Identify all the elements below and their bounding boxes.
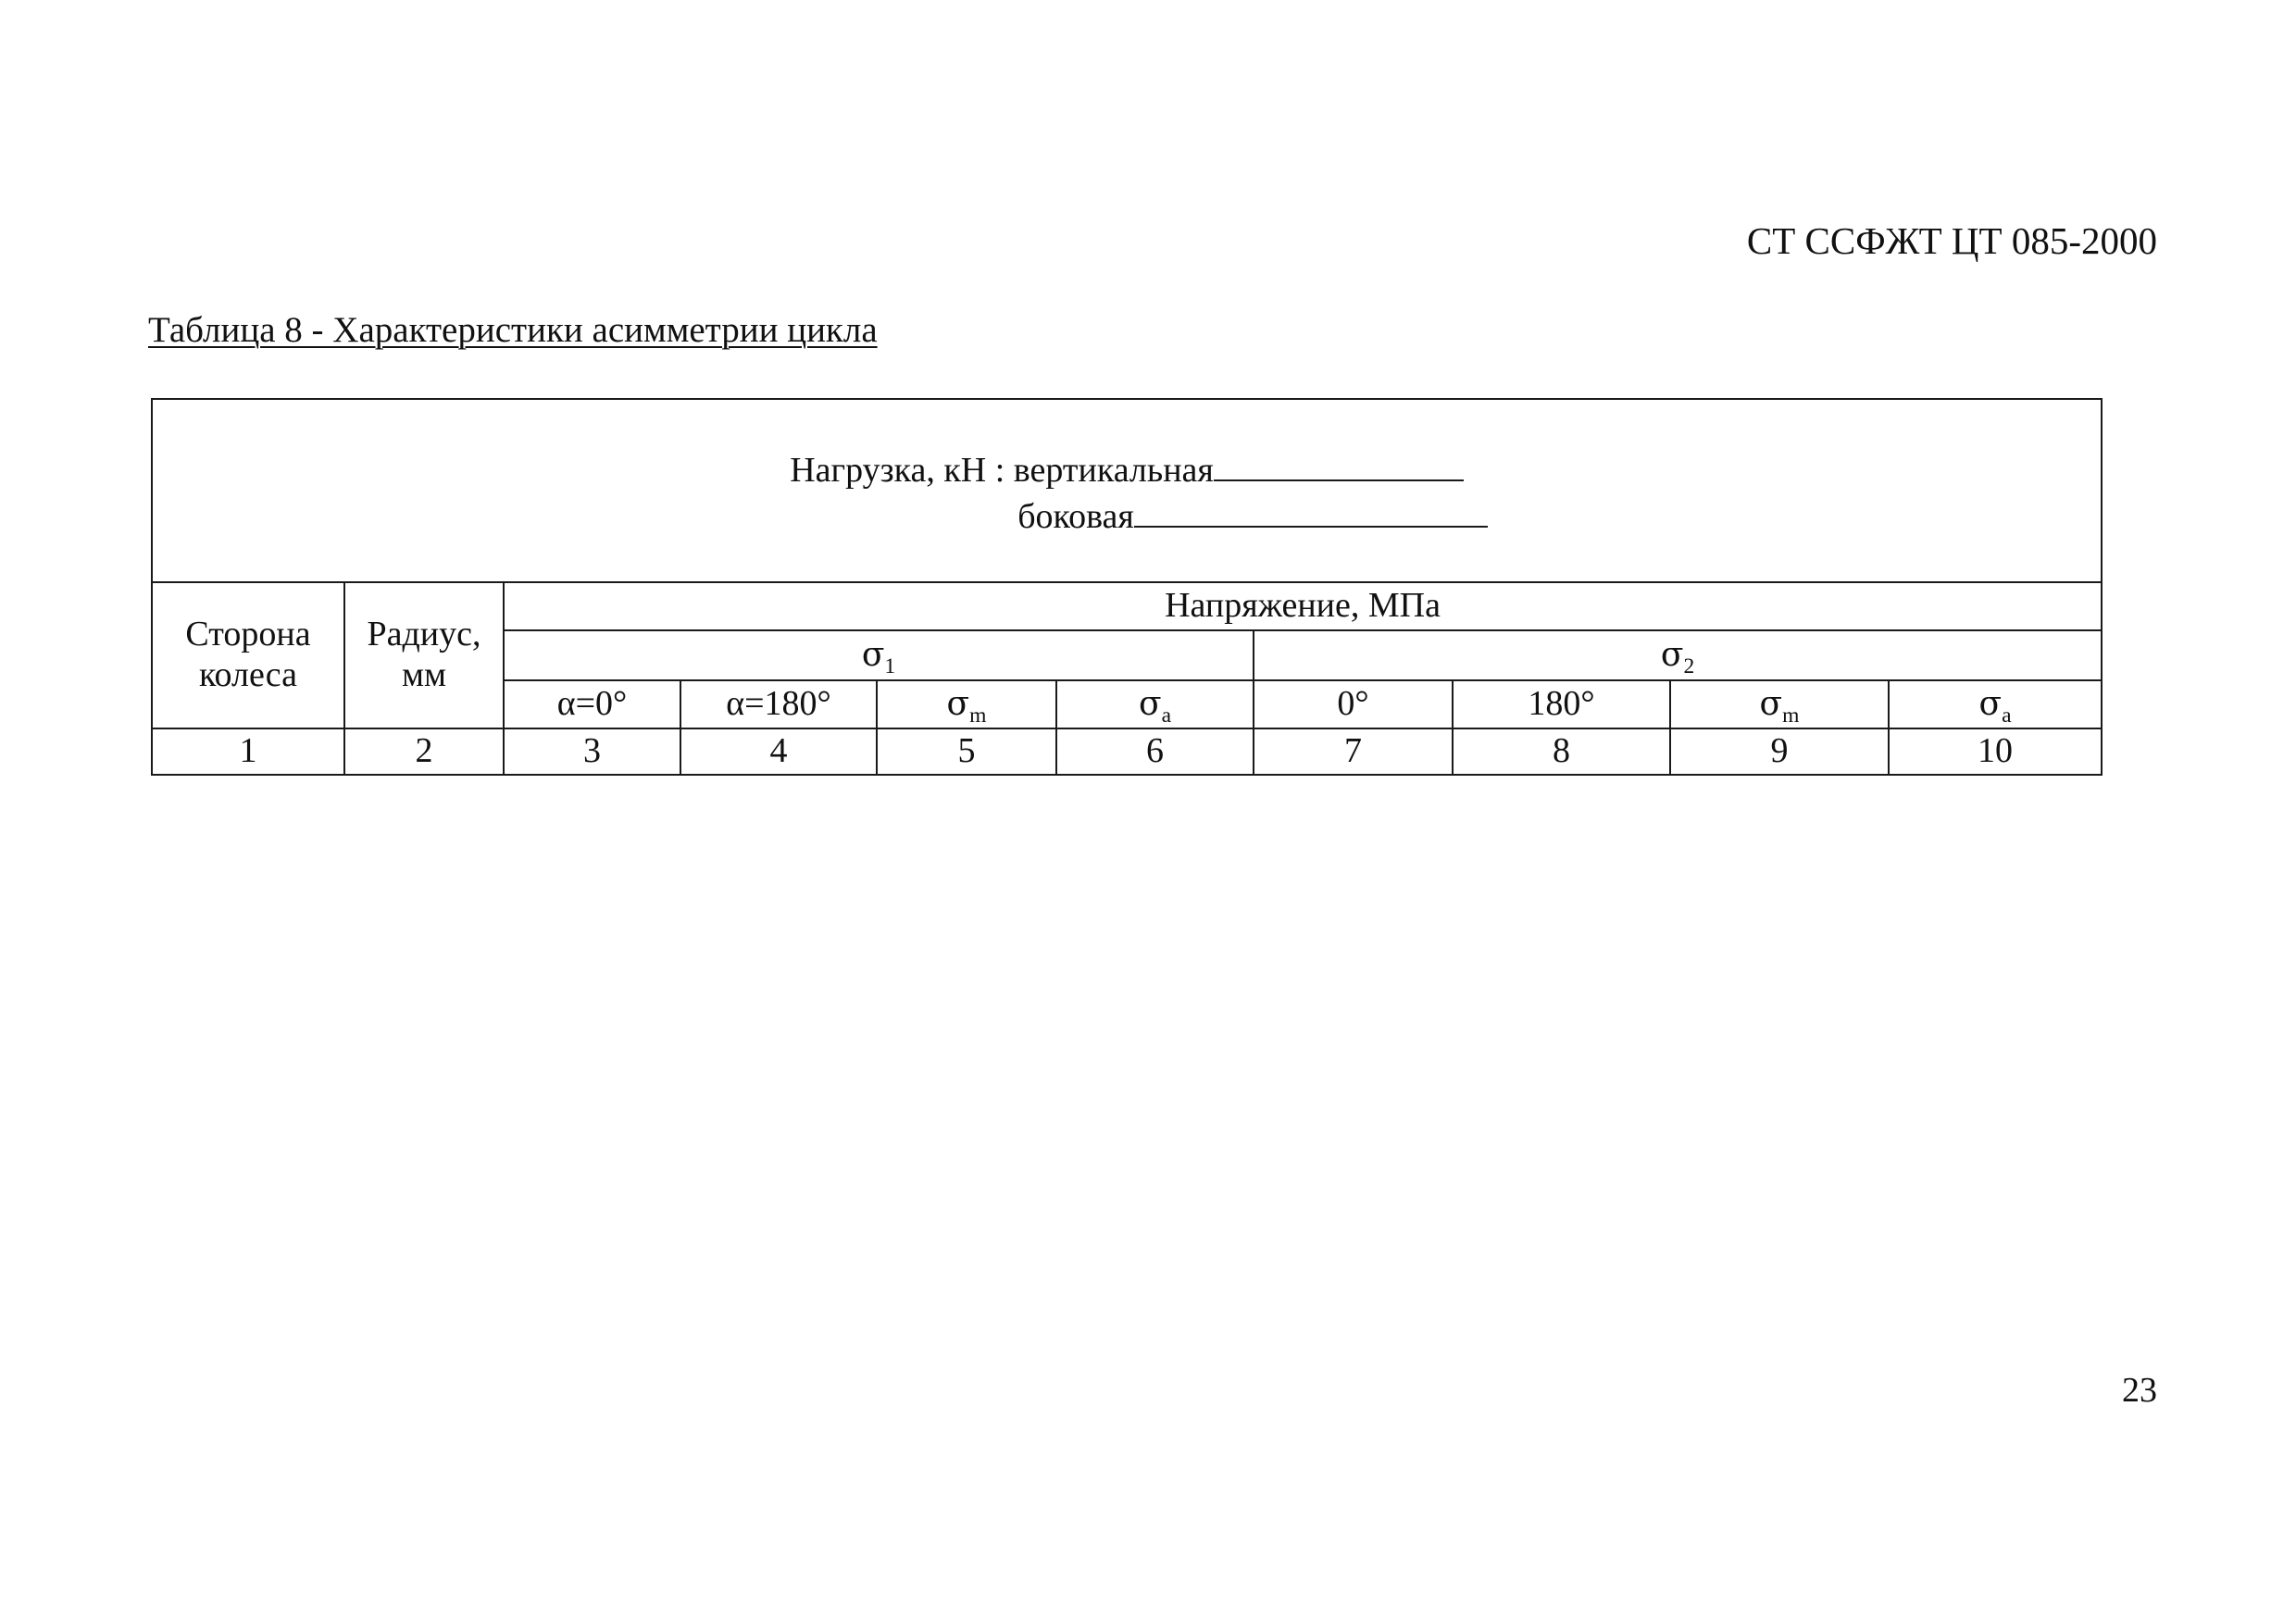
column-number: 6	[1056, 728, 1254, 775]
subheader-sigma2-m: $\sigma_m$	[1670, 680, 1889, 728]
column-number: 5	[877, 728, 1056, 775]
subheader-angle-180: 180°	[1453, 680, 1670, 728]
side-load-label: боковая	[1017, 497, 1134, 536]
header-stress: Напряжение, МПа	[504, 582, 2102, 630]
asymmetry-table	[151, 398, 2103, 776]
header-radius: Радиус, мм	[344, 582, 504, 728]
vertical-load-label: Нагрузка, кН : вертикальная	[790, 451, 1214, 490]
subheader-sigma1-m: $\sigma_m$	[877, 680, 1056, 728]
subheader-alpha-0: α=0°	[504, 680, 680, 728]
header-wheel-side: Сторона колеса	[152, 582, 344, 728]
column-number: 4	[680, 728, 877, 775]
column-number: 9	[1670, 728, 1889, 775]
subheader-sigma1-a: $\sigma_a$	[1056, 680, 1254, 728]
side-load-blank	[1134, 491, 1488, 528]
column-number: 1	[152, 728, 344, 775]
subheader-angle-0: 0°	[1254, 680, 1453, 728]
vertical-load-line	[153, 444, 2101, 491]
table-caption: Таблица 8 - Характеристики асимметрии цикла	[148, 310, 878, 350]
document-code: СТ ССФЖТ ЦТ 085-2000	[1746, 219, 2157, 262]
page-number: 23	[2122, 1371, 2157, 1410]
column-number: 3	[504, 728, 680, 775]
column-number: 10	[1889, 728, 2102, 775]
subheader-sigma2-a: $\sigma_a$	[1889, 680, 2102, 728]
subheader-alpha-180: α=180°	[680, 680, 877, 728]
column-number: 7	[1254, 728, 1453, 775]
vertical-load-blank	[1214, 444, 1464, 481]
header-sigma2: $\sigma_2$	[1254, 630, 2102, 680]
column-number: 2	[344, 728, 504, 775]
header-sigma1: $\sigma_1$	[504, 630, 1254, 680]
load-cell	[152, 399, 2102, 582]
side-load-line	[153, 491, 2101, 537]
column-number: 8	[1453, 728, 1670, 775]
